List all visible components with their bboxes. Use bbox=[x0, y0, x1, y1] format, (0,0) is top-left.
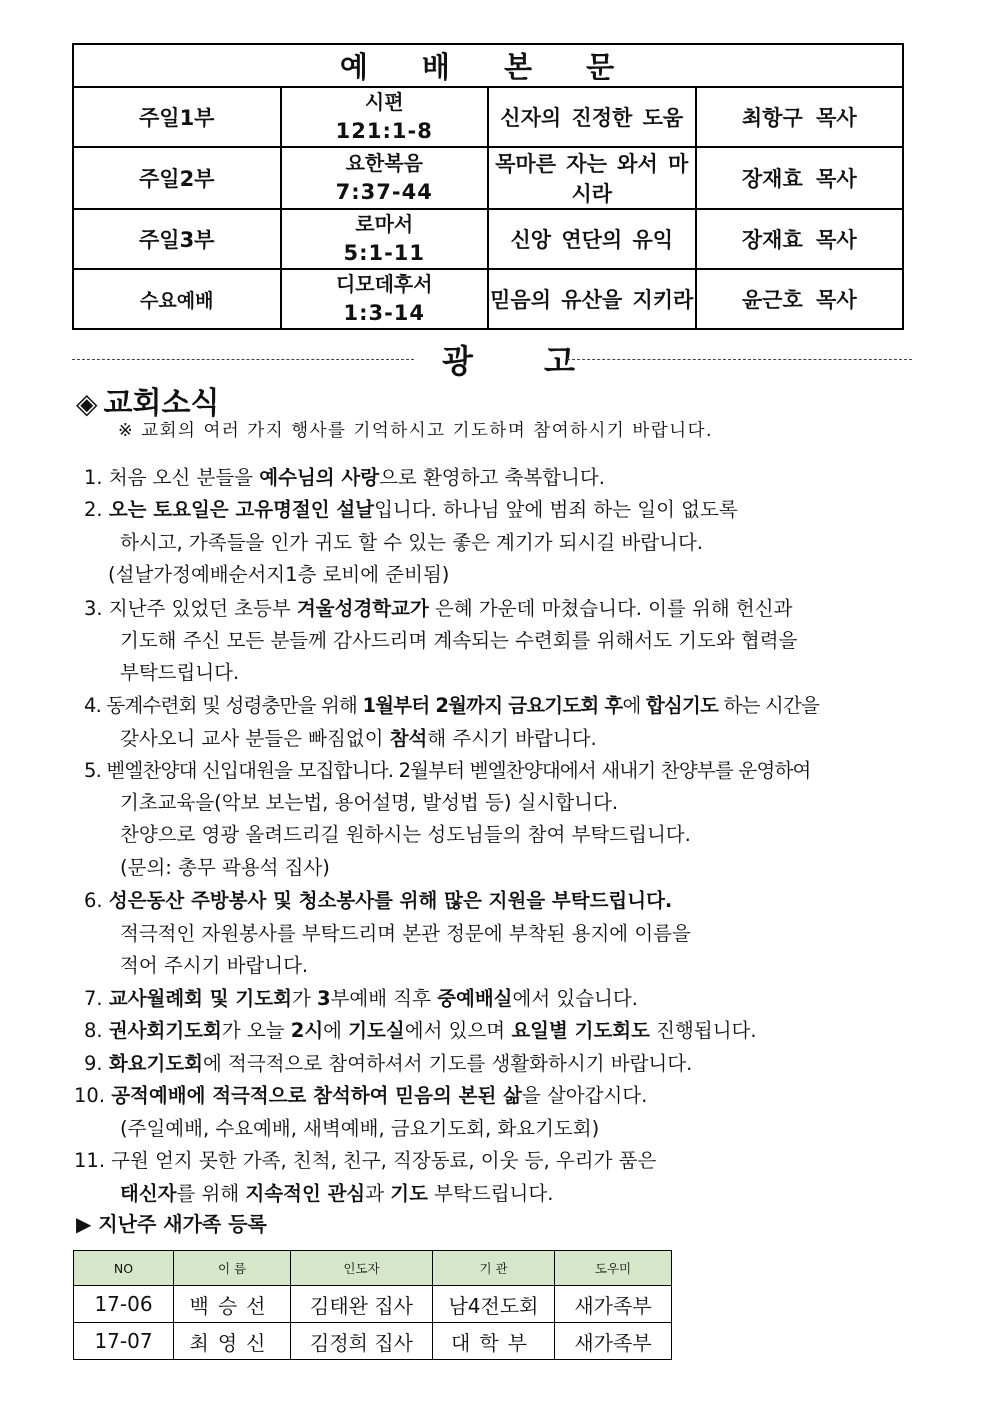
list-item: 6. 성은동산 주방봉사 및 청소봉사를 위해 많은 지원을 부탁드립니다. bbox=[84, 889, 673, 912]
sermon-title: 믿음의 유산을 지키라 bbox=[488, 269, 696, 329]
section-title: ◈ 교회소식 bbox=[76, 386, 220, 421]
member-guide: 김태완 집사 bbox=[291, 1286, 433, 1323]
registration-title: ▶ 지난주 새가족 등록 bbox=[76, 1212, 267, 1236]
worship-title: 예 배 본 문 bbox=[73, 44, 903, 87]
service-name: 주일1부 bbox=[73, 87, 281, 147]
list-item: 8. 권사회기도회가 오늘 2시에 기도실에서 있으며 요일별 기도회도 진행됩니다. bbox=[84, 1019, 757, 1042]
list-item-line: (설날가정예배순서지1층 로비에 준비됨) bbox=[108, 563, 450, 586]
sermon-title: 신자의 진정한 도움 bbox=[488, 87, 696, 147]
table-row bbox=[74, 1286, 672, 1323]
diamond-icon: ◈ bbox=[76, 387, 98, 420]
divider bbox=[567, 359, 912, 360]
list-item: 11. 구원 얻지 못한 가족, 친척, 친구, 직장동료, 이웃 등, 우리가 품은 bbox=[74, 1149, 657, 1172]
worship-table bbox=[72, 43, 904, 330]
ads-title: 광 고 bbox=[442, 342, 605, 380]
list-item: 1. 처음 오신 분들을 예수님의 사랑으로 환영하고 축복합니다. bbox=[84, 466, 605, 489]
column-header: 인도자 bbox=[291, 1251, 433, 1286]
member-name: 백승선 bbox=[174, 1286, 291, 1323]
member-no: 17-07 bbox=[74, 1323, 174, 1360]
list-item-line: 갖사오니 교사 분들은 빠짐없이 참석해 주시기 바랍니다. bbox=[120, 727, 597, 750]
list-item-line: 기도해 주신 모든 분들께 감사드리며 계속되는 수련회를 위해서도 기도와 협력을 bbox=[120, 629, 798, 652]
worship-row bbox=[73, 87, 903, 147]
worship-row bbox=[73, 147, 903, 209]
list-item: 10. 공적예배에 적극적으로 참석하여 믿음의 본된 삶을 살아갑시다. bbox=[74, 1084, 648, 1107]
list-item-line: (문의: 총무 곽용석 집사) bbox=[120, 856, 330, 879]
service-name: 수요예배 bbox=[73, 269, 281, 329]
table-row bbox=[74, 1323, 672, 1360]
member-helper: 새가족부 bbox=[555, 1323, 672, 1360]
member-no: 17-06 bbox=[74, 1286, 174, 1323]
pastor-name: 장재효 목사 bbox=[696, 147, 904, 209]
service-name: 주일2부 bbox=[73, 147, 281, 209]
list-item: 5. 벧엘찬양대 신입대원을 모집합니다. 2월부터 벧엘찬양대에서 새내기 찬양부를 운영하여 bbox=[84, 759, 811, 782]
column-header: 도우미 bbox=[555, 1251, 672, 1286]
list-item: 4. 동계수련회 및 성령충만을 위해 1월부터 2월까지 금요기도회 후에 합심기도 하는 시간을 bbox=[84, 694, 820, 717]
column-header: NO bbox=[74, 1251, 174, 1286]
column-header: 이 름 bbox=[174, 1251, 291, 1286]
scripture: 로마서 5:1-11 bbox=[281, 209, 489, 269]
list-item: 3. 지난주 있었던 초등부 겨울성경학교가 은혜 가운데 마쳤습니다. 이를 위해 헌신과 bbox=[84, 597, 793, 620]
pastor-name: 최항구 목사 bbox=[696, 87, 904, 147]
list-item-line: 부탁드립니다. bbox=[120, 661, 240, 684]
ads-heading bbox=[72, 338, 912, 380]
member-helper: 새가족부 bbox=[555, 1286, 672, 1323]
list-item-line: 태신자를 위해 지속적인 관심과 기도 부탁드립니다. bbox=[120, 1182, 554, 1205]
list-item-line: 적극적인 자원봉사를 부탁드리며 본관 정문에 부착된 용지에 이름을 bbox=[120, 922, 691, 945]
list-item-line: 적어 주시기 바랍니다. bbox=[120, 954, 309, 977]
list-item-line: (주일예배, 수요예배, 새벽예배, 금요기도회, 화요기도회) bbox=[120, 1117, 600, 1140]
table-header bbox=[74, 1251, 672, 1286]
new-members-table bbox=[73, 1250, 672, 1360]
worship-row bbox=[73, 269, 903, 329]
sermon-title: 신앙 연단의 유익 bbox=[488, 209, 696, 269]
list-item-line: 기초교육을(악보 보는법, 용어설명, 발성법 등) 실시합니다. bbox=[120, 791, 619, 814]
scripture: 요한복음 7:37-44 bbox=[281, 147, 489, 209]
list-item-line: 하시고, 가족들을 인가 귀도 할 수 있는 좋은 계기가 되시길 바랍니다. bbox=[120, 531, 703, 554]
pastor-name: 장재효 목사 bbox=[696, 209, 904, 269]
member-guide: 김정희 집사 bbox=[291, 1323, 433, 1360]
notice-text: ※ 교회의 여러 가지 행사를 기억하시고 기도하며 참여하시기 바랍니다. bbox=[118, 421, 714, 441]
divider bbox=[72, 359, 414, 360]
list-item-line: 찬양으로 영광 올려드리길 원하시는 성도님들의 참여 부탁드립니다. bbox=[120, 823, 691, 846]
column-header: 기 관 bbox=[433, 1251, 555, 1286]
member-org: 대학부 bbox=[433, 1323, 555, 1360]
scripture: 디모데후서 1:3-14 bbox=[281, 269, 489, 329]
list-item: 9. 화요기도회에 적극적으로 참여하셔서 기도를 생활화하시기 바랍니다. bbox=[84, 1052, 693, 1075]
member-org: 남4전도회 bbox=[433, 1286, 555, 1323]
worship-row bbox=[73, 209, 903, 269]
member-name: 최영신 bbox=[174, 1323, 291, 1360]
service-name: 주일3부 bbox=[73, 209, 281, 269]
list-item: 7. 교사월례회 및 기도회가 3부예배 직후 중예배실에서 있습니다. bbox=[84, 987, 638, 1010]
list-item: 2. 오는 토요일은 고유명절인 설날입니다. 하나님 앞에 범죄 하는 일이 없도록 bbox=[84, 498, 738, 521]
pastor-name: 윤근호 목사 bbox=[696, 269, 904, 329]
sermon-title: 목마른 자는 와서 마시라 bbox=[488, 147, 696, 209]
scripture: 시편 121:1-8 bbox=[281, 87, 489, 147]
